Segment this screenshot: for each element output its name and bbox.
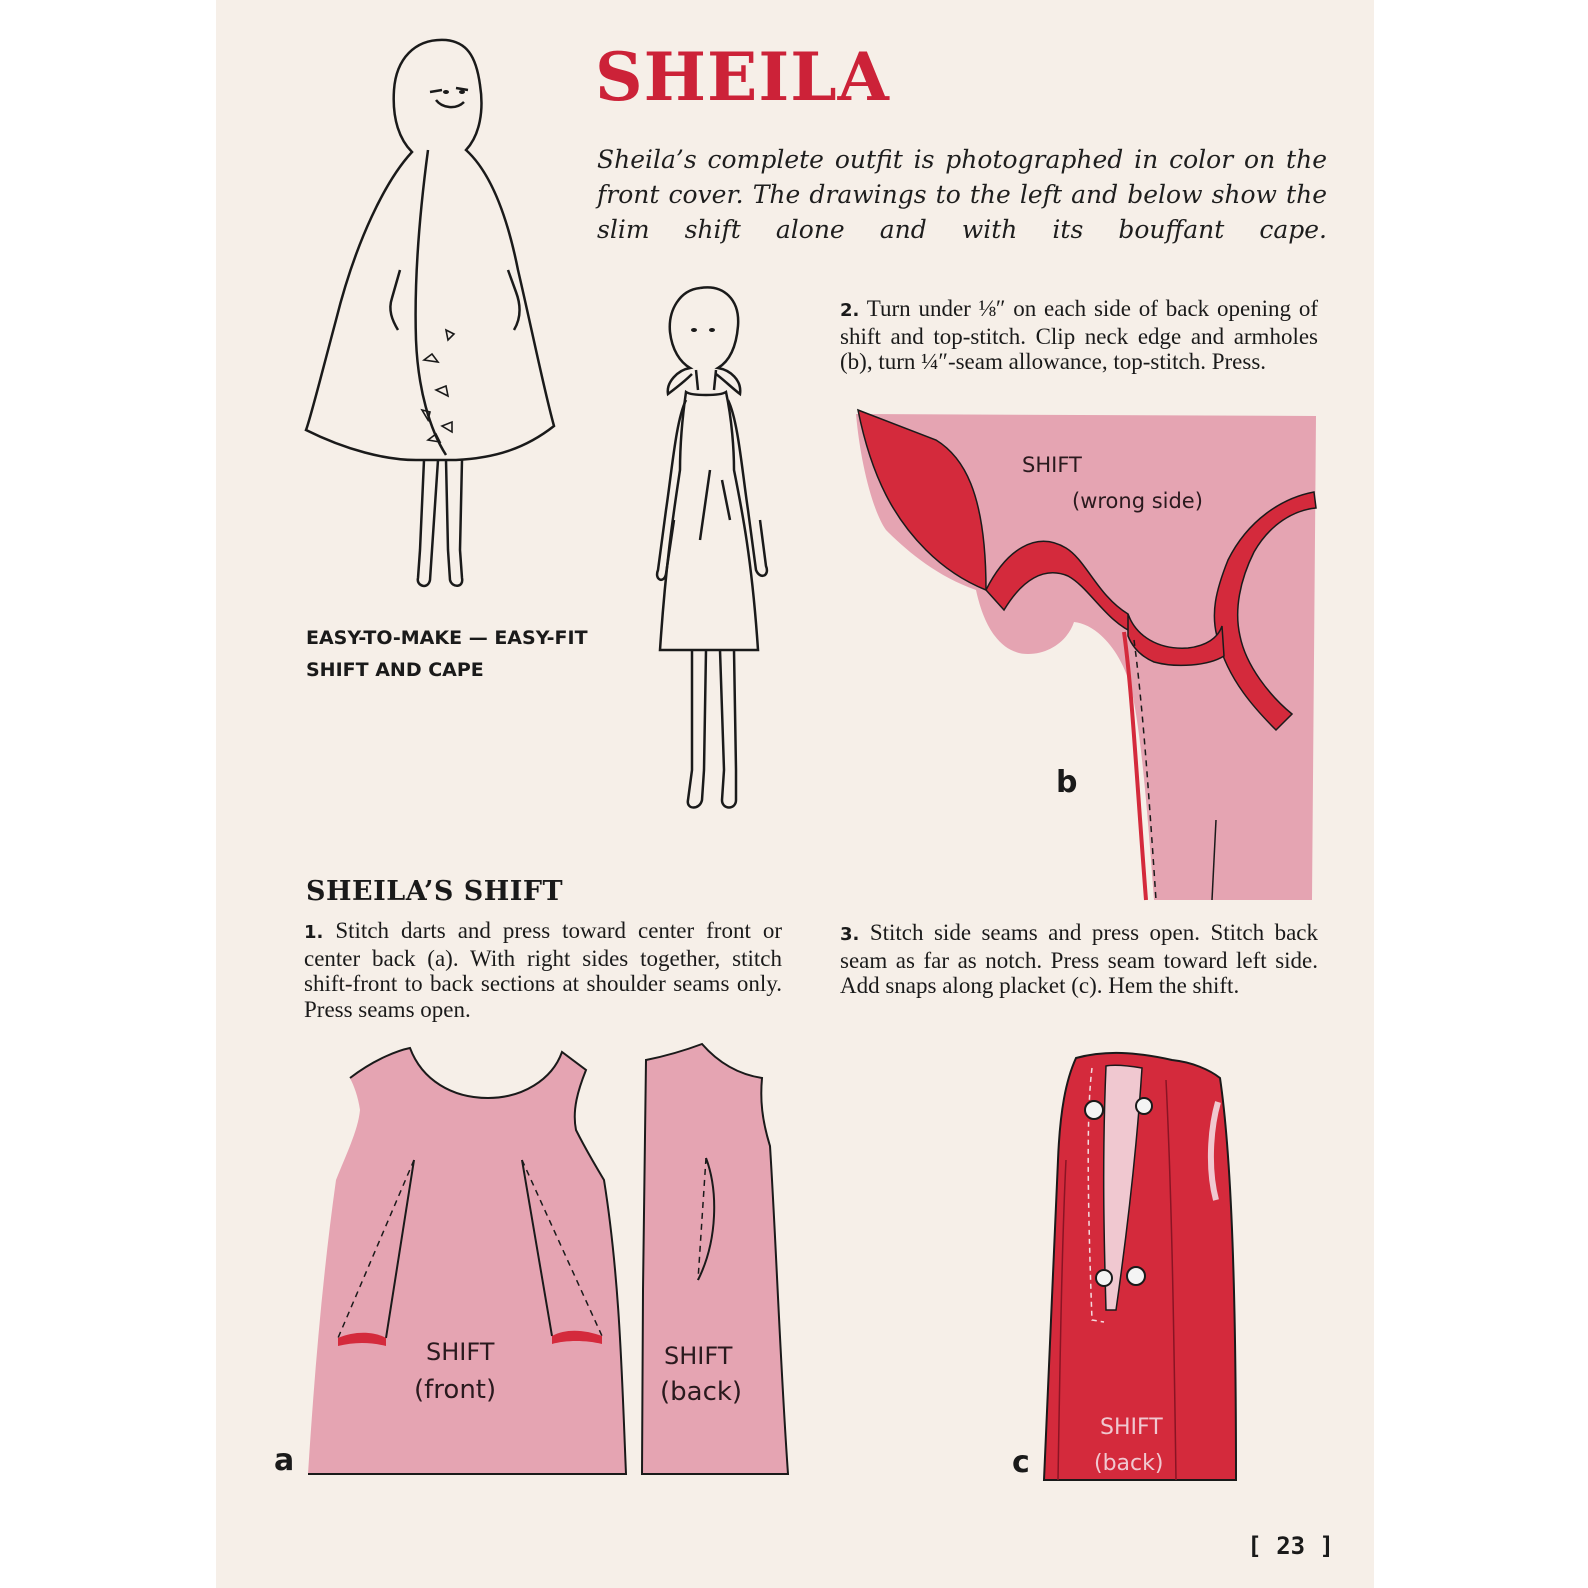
caption-line-2: SHIFT AND CAPE <box>306 659 484 681</box>
step-3-text <box>840 920 1318 999</box>
diagram-a-back-label: SHIFT <box>664 1342 733 1370</box>
shift-front-fabric <box>308 1048 626 1474</box>
step-1-body: Stitch darts and press toward center front or center back (a). With right sides together, stitch shift-front to back sections at shoulder seams only. Press seams open. <box>304 918 782 1022</box>
caption-line-1: EASY-TO-MAKE — EASY-FIT <box>306 627 588 649</box>
diagram-c-sublabel: (back) <box>1094 1451 1164 1476</box>
page-title: SHEILA <box>595 38 890 116</box>
snap-icon <box>1136 1098 1152 1114</box>
intro-paragraph: Sheila’s complete outfit is photographed in color on the front cover. The drawings to the left and below show the slim shift alone and with its bouffant cape. <box>597 145 1327 244</box>
diagram-c-label: SHIFT <box>1100 1415 1163 1440</box>
page-number: [ 23 ] <box>1247 1532 1334 1560</box>
section-heading: SHEILA’S SHIFT <box>306 876 564 907</box>
step-1-text <box>304 918 782 1022</box>
snap-icon <box>1085 1101 1103 1119</box>
diagram-b-label: SHIFT <box>1022 453 1082 477</box>
diagram-c <box>996 1040 1286 1500</box>
step-2-body: Turn under ⅛″ on each side of back opening of shift and top-stitch. Clip neck edge and armholes (b), turn ¼″-seam allowance, top-stitch. Press. <box>840 296 1319 374</box>
diagram-a-letter: a <box>274 1443 295 1478</box>
cape-figure-illustration <box>296 30 566 600</box>
shift-back-fabric <box>642 1044 788 1474</box>
diagram-b-sublabel: (wrong side) <box>1072 489 1203 513</box>
step-3-number: 3. <box>840 924 860 945</box>
diagram-a-front-label: SHIFT <box>426 1338 495 1366</box>
step-2-text <box>840 296 1318 375</box>
step-3-body: Stitch side seams and press open. Stitch back seam as far as notch. Press seam toward left side. Add snaps along placket (c). Hem the shift. <box>840 920 1319 998</box>
snap-icon <box>1127 1267 1145 1285</box>
diagram-b <box>836 400 1336 920</box>
diagram-a-front-sublabel: (front) <box>414 1375 497 1405</box>
diagram-a <box>266 1040 796 1490</box>
diagram-b-letter: b <box>1056 765 1078 800</box>
step-1-number: 1. <box>304 922 324 943</box>
diagram-c-letter: c <box>1012 1445 1030 1480</box>
shift-figure-illustration <box>630 270 810 830</box>
page <box>216 0 1374 1588</box>
diagram-a-back-sublabel: (back) <box>660 1377 743 1407</box>
snap-icon <box>1096 1270 1112 1286</box>
step-2-number: 2. <box>840 300 860 321</box>
